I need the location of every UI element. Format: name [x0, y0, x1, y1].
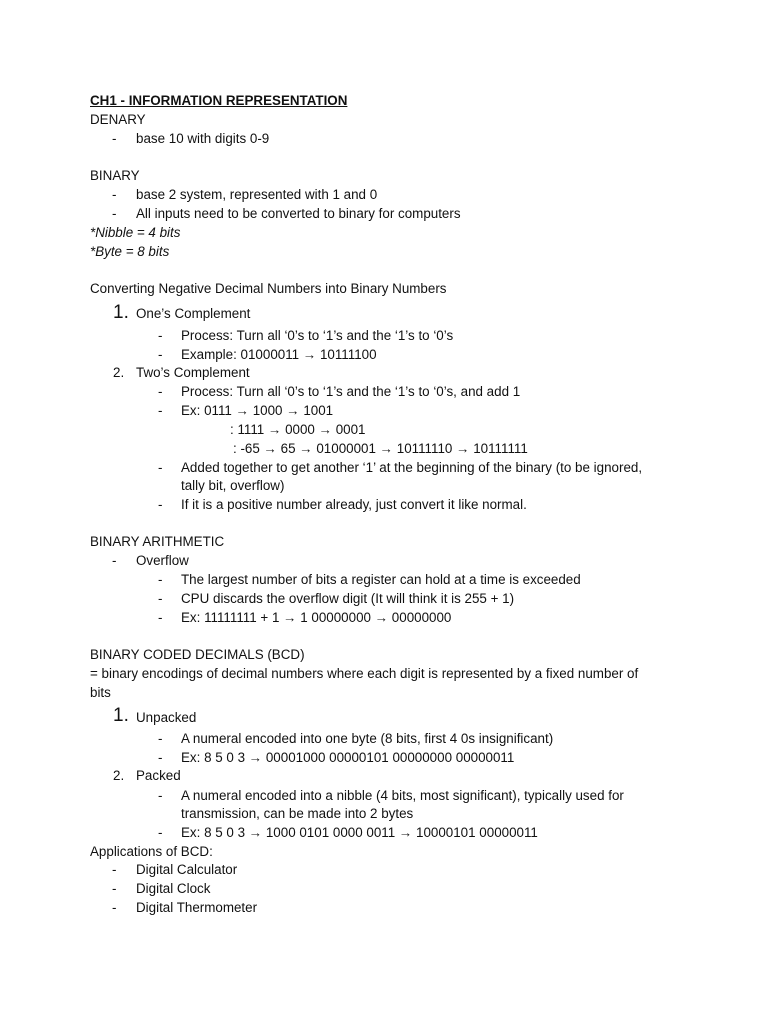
- unpacked-bullet: A numeral encoded into one byte (8 bits, first 4 0s insignificant): [181, 731, 554, 746]
- bullet-dash: -: [158, 572, 163, 587]
- bullet-dash: -: [112, 900, 117, 915]
- bcd-unpacked-label: Unpacked: [136, 710, 197, 725]
- arith-bullet: CPU discards the overflow digit (It will think it is 255 + 1): [181, 591, 515, 606]
- bullet-dash: -: [158, 731, 163, 746]
- ones-complement-label: One’s Complement: [136, 306, 251, 321]
- packed-bullet: Ex: 8 5 0 3 → 1000 0101 0000 0011 → 10000101 00000011: [181, 825, 538, 840]
- ones-process: Process: Turn all ‘0’s to ‘1’s and the ‘1’s to ‘0’s: [181, 328, 454, 343]
- arith-bullet: Ex: 11111111 + 1 → 1 00000000 → 00000000: [181, 610, 452, 625]
- twos-process: Process: Turn all ‘0’s to ‘1’s and the ‘1’s to ‘0’s, and add 1: [181, 384, 521, 399]
- list-number: 1.: [113, 705, 129, 726]
- bullet-dash: -: [158, 788, 163, 803]
- arith-bullet: The largest number of bits a register can hold at a time is exceeded: [181, 572, 581, 587]
- bcd-packed-label: Packed: [136, 768, 181, 783]
- bullet-dash: -: [112, 187, 117, 202]
- binary-bullet: All inputs need to be converted to binary for computers: [136, 206, 461, 221]
- twos-complement-label: Two’s Complement: [136, 365, 250, 380]
- heading-denary: DENARY: [90, 112, 146, 127]
- application-item: Digital Calculator: [136, 862, 238, 877]
- twos-example-2: : 1111 → 0000 → 0001: [230, 422, 366, 437]
- bullet-dash: -: [158, 591, 163, 606]
- list-number: 2.: [113, 768, 125, 783]
- twos-added-line-2: tally bit, overflow): [181, 478, 285, 493]
- list-number: 1.: [113, 302, 129, 323]
- twos-example-1: Ex: 0111 → 1000 → 1001: [181, 403, 334, 418]
- bullet-dash: -: [112, 206, 117, 221]
- twos-added-line-1: Added together to get another ‘1’ at the beginning of the binary (to be ignored,: [181, 460, 643, 475]
- heading-converting: Converting Negative Decimal Numbers into Binary Numbers: [90, 281, 447, 296]
- bullet-dash: -: [112, 881, 117, 896]
- bcd-definition-line-1: = binary encodings of decimal numbers where each digit is represented by a fixed number of: [90, 666, 639, 681]
- bullet-dash: -: [158, 328, 163, 343]
- bcd-definition-line-2: bits: [90, 685, 111, 700]
- bullet-dash: -: [112, 131, 117, 146]
- bullet-dash: -: [158, 347, 163, 362]
- heading-binary: BINARY: [90, 168, 140, 183]
- bullet-dash: -: [112, 553, 117, 568]
- bullet-dash: -: [158, 610, 163, 625]
- twos-example-3: : -65 → 65 → 01000001 → 10111110 → 10111111: [233, 441, 528, 456]
- bullet-dash: -: [158, 460, 163, 475]
- application-item: Digital Thermometer: [136, 900, 258, 915]
- application-item: Digital Clock: [136, 881, 211, 896]
- unpacked-bullet: Ex: 8 5 0 3 → 00001000 00000101 00000000 00000011: [181, 750, 515, 765]
- binary-bullet: base 2 system, represented with 1 and 0: [136, 187, 378, 202]
- note-nibble: *Nibble = 4 bits: [90, 225, 181, 240]
- heading-bcd: BINARY CODED DECIMALS (BCD): [90, 647, 305, 662]
- heading-binary-arithmetic: BINARY ARITHMETIC: [90, 534, 225, 549]
- note-byte: *Byte = 8 bits: [90, 244, 170, 259]
- bullet-dash: -: [158, 825, 163, 840]
- document-title: CH1 - INFORMATION REPRESENTATION: [90, 93, 348, 108]
- arith-overflow: Overflow: [136, 553, 189, 568]
- packed-bullet-line-2: transmission, can be made into 2 bytes: [181, 806, 414, 821]
- bullet-dash: -: [158, 384, 163, 399]
- bullet-dash: -: [158, 403, 163, 418]
- twos-positive: If it is a positive number already, just convert it like normal.: [181, 497, 527, 512]
- bullet-dash: -: [112, 862, 117, 877]
- list-number: 2.: [113, 365, 125, 380]
- ones-example: Example: 01000011 → 10111100: [181, 347, 377, 362]
- bullet-dash: -: [158, 497, 163, 512]
- denary-bullet: base 10 with digits 0-9: [136, 131, 270, 146]
- packed-bullet-line-1: A numeral encoded into a nibble (4 bits, most significant), typically used for: [181, 788, 624, 803]
- bullet-dash: -: [158, 750, 163, 765]
- heading-bcd-applications: Applications of BCD:: [90, 844, 213, 859]
